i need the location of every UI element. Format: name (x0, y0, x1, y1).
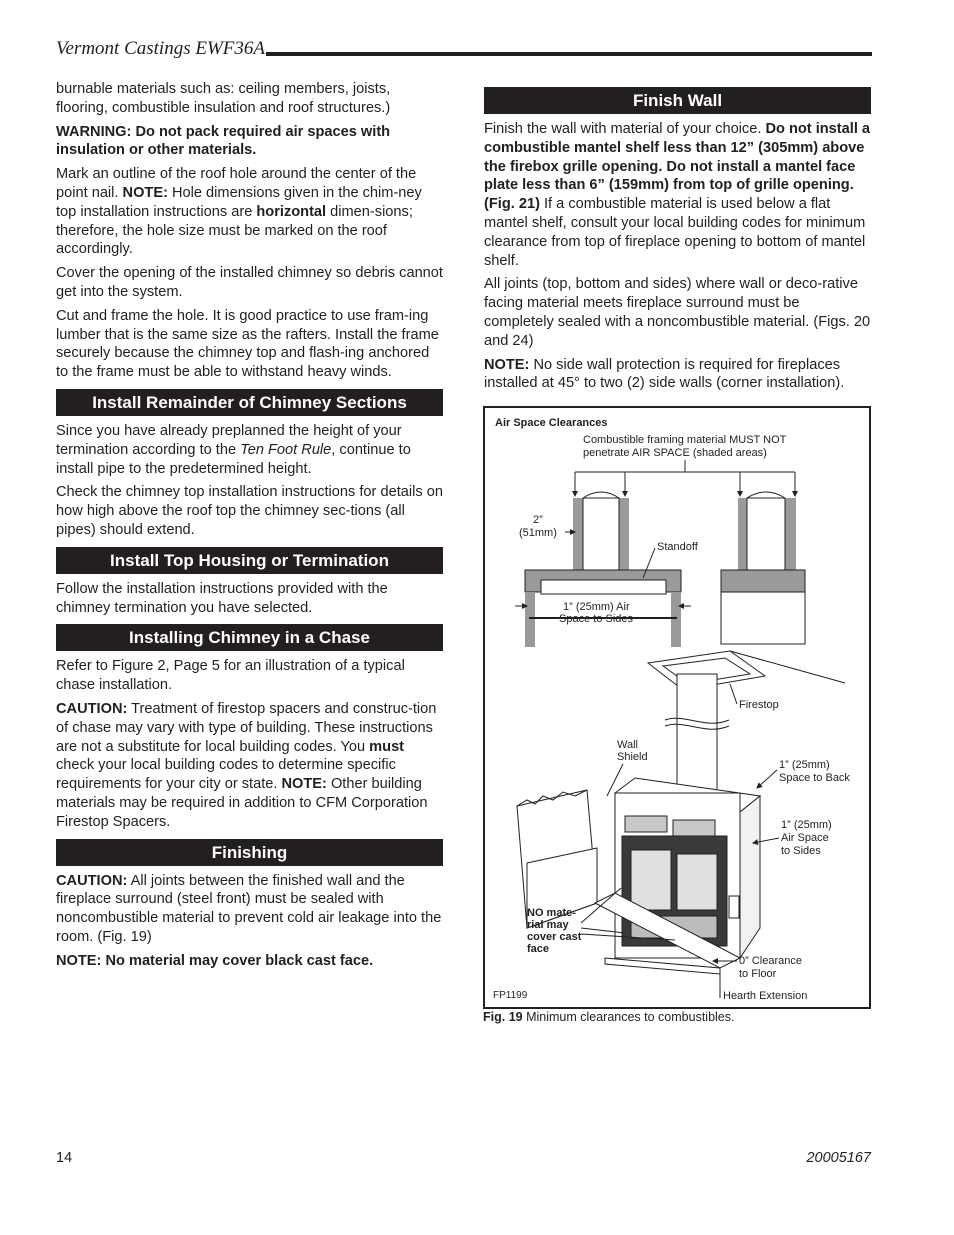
caption-label: Fig. 19 (483, 1010, 523, 1024)
bold-word: must (369, 738, 405, 755)
label-floor-line1: 0” Clearance (739, 955, 802, 967)
figure-caption (483, 1010, 734, 1024)
paragraph-follow-instructions: Follow the installation instructions provided with the chimney termination you have selected. (56, 580, 388, 616)
left-column (56, 80, 443, 975)
label-shield: Shield (617, 751, 648, 763)
paragraph-corner-note (484, 356, 871, 394)
label-2in: 2” (533, 514, 543, 526)
section-heading-finish-wall: Finish Wall (484, 87, 871, 114)
paragraph-roof-hole (56, 165, 443, 259)
label-framing-line1: Combustible framing material MUST NOT (583, 434, 787, 446)
label-floor-line2: to Floor (739, 968, 777, 980)
label-air-sides-line2: Space to Sides (559, 613, 633, 625)
label-no-material-2: rial may (527, 919, 569, 931)
section-heading-remainder: Install Remainder of Chimney Sections (56, 389, 443, 416)
paragraph-caution-joints (56, 872, 443, 947)
label-back-line1: 1” (25mm) (779, 759, 830, 771)
text-run: Mark an outline of the roof hole around the center of the point nail. (56, 166, 417, 201)
label-sides2-line2: Air Space (781, 832, 829, 844)
label-back-line2: Space to Back (779, 772, 850, 784)
label-51mm: (51mm) (519, 527, 557, 539)
paragraph-finish-wall (484, 120, 871, 270)
paragraph-preplanned (56, 422, 443, 478)
text-run: Other building materials may be required in addition to CFM Corporation Firestop Spacers. (56, 776, 428, 830)
text-run: Treatment of firestop spacers and construc-tion of chase may vary with type of building. These instructions are not a substitute for local building codes. You (56, 700, 437, 755)
bold-word: horizontal (256, 203, 327, 220)
fireplace-unit (595, 778, 760, 998)
label-air-sides-line1: 1” (25mm) Air (563, 601, 630, 613)
label-no-material-4: face (527, 943, 550, 955)
bold-requirement: Do not install a combustible mantel shelf less than 12” (305mm) above the firebox grille opening. Do not install a mantel face plate less than 6” (159mm) from top of grille opening. (Fig. 21) (484, 121, 871, 213)
paragraph-caution-firestop (56, 700, 443, 832)
paragraph-cover-opening: Cover the opening of the installed chimney so debris cannot get into the system. (56, 265, 443, 300)
label-sides2-line3: to Sides (781, 845, 821, 857)
warning-paragraph: WARNING: Do not pack required air spaces with insulation or other materials. (56, 123, 391, 159)
caution-label: CAUTION: (56, 872, 128, 889)
note-label: NOTE: (281, 776, 327, 793)
text-run: dimen-sions; therefore, the hole size must be marked on the roof accordingly. (56, 203, 413, 258)
note-cast-face: NOTE: No material may cover black cast face. (56, 952, 374, 969)
section-heading-finishing: Finishing (56, 839, 443, 866)
text-run: If a combustible material is used below a flat mantel shelf, consult your local building codes for minimum clearance from top of fireplace opening to bottom of mantel shelf. (484, 196, 866, 269)
paragraph-refer-figure: Refer to Figure 2, Page 5 for an illustration of a typical chase installation. (56, 658, 405, 694)
note-label: NOTE: (484, 356, 530, 373)
label-wall: Wall (617, 739, 638, 751)
text-run: check your local building codes to determine specific requirements for your city or state. (56, 757, 396, 793)
figure-title: Air Space Clearances (495, 417, 608, 429)
label-sides2-line1: 1” (25mm) (781, 819, 832, 831)
figure-air-space-clearances (483, 406, 871, 1009)
paragraph-joints-sealed: All joints (top, bottom and sides) where wall or deco-rative facing material meets fireplace surround must be completely sealed with a noncombustible material. (Figs. 20 and 24) (484, 276, 871, 349)
label-hearth-extension: Hearth Extension (723, 990, 808, 1002)
document-number: 20005167 (806, 1150, 871, 1166)
chimney-section-right (721, 492, 805, 644)
text-run: No side wall protection is required for fireplaces installed at 45° to two (2) side walls (corner installation). (484, 356, 845, 392)
section-heading-chase: Installing Chimney in a Chase (56, 624, 443, 651)
page-number: 14 (56, 1150, 73, 1166)
clearance-diagram (485, 408, 869, 1007)
label-framing-line2: penetrate AIR SPACE (shaded areas) (583, 447, 767, 459)
label-standoff: Standoff (657, 541, 698, 553)
note-label: NOTE: (122, 184, 168, 201)
text-run: Since you have already preplanned the height of your termination according to the (56, 422, 402, 458)
section-heading-top-housing: Install Top Housing or Termination (56, 547, 443, 574)
paragraph-burnable: burnable materials such as: ceiling members, joists, flooring, combustible insulation and roof structures.) (56, 81, 391, 116)
label-no-material-1: NO mate- (527, 907, 576, 919)
running-header-title: Vermont Castings EWF36A (56, 38, 265, 59)
italic-term: Ten Foot Rule (240, 441, 332, 458)
label-firestop: Firestop (739, 699, 779, 711)
text-run: All joints between the finished wall and the fireplace surround (steel front) must be sealed with noncombustible material to prevent cold air leakage into the room. (Fig. 19) (56, 872, 442, 945)
figure-code: FP1199 (493, 990, 528, 1001)
paragraph-check-chimney-top: Check the chimney top installation instructions for details on how high above the roof top the chimney sec-tions (all pipes) should extend. (56, 484, 443, 538)
firestop-leader (730, 684, 737, 704)
framing-leader-lines (575, 460, 795, 496)
header-rule (266, 52, 872, 56)
right-column (484, 80, 871, 398)
caution-label: CAUTION: (56, 700, 128, 717)
label-no-material-3: cover cast (527, 931, 582, 943)
text-run: Finish the wall with material of your choice. (484, 121, 766, 137)
paragraph-cut-frame: Cut and frame the hole. It is good practice to use fram-ing lumber that is the same size as the rafters. Install the frame securely because the chimney top and flash-ing anchored to the frame must be able to withstand heavy winds. (56, 307, 439, 381)
text-run: Hole dimensions given in the chim-ney top installation instructions are (56, 184, 422, 220)
text-run: , continue to install pipe to the predetermined height. (56, 441, 411, 477)
caption-text: Minimum clearances to combustibles. (522, 1010, 735, 1024)
